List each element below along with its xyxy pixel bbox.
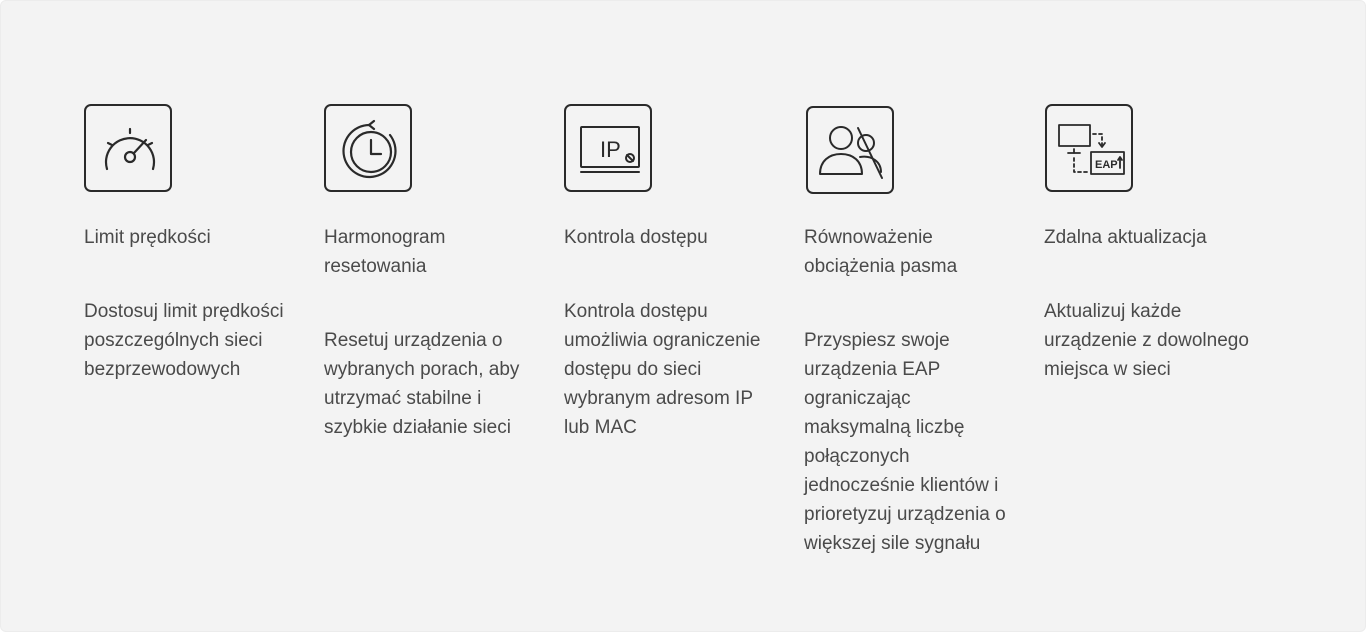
feature-description: Dostosuj limit prędkości poszczególnych sieci bezprzewodowych <box>84 301 284 380</box>
feature-title: Równoważenie obciążenia pasma <box>804 227 958 277</box>
users-load-balance-icon <box>806 106 894 194</box>
eap-label: EAP <box>1095 159 1118 171</box>
feature-title: Kontrola dostępu <box>564 227 708 248</box>
feature-description: Kontrola dostępu umożliwia ograniczenie dostępu do sieci wybranym adresom IP lub MAC <box>564 301 761 438</box>
ip-access-control-icon <box>564 104 652 192</box>
feature-title: Limit prędkości <box>84 227 211 248</box>
feature-title: Zdalna aktualizacja <box>1044 227 1207 248</box>
ip-label: IP <box>600 137 621 162</box>
clock-reset-icon <box>324 104 412 192</box>
remote-update-icon <box>1045 104 1133 192</box>
feature-description: Resetuj urządzenia o wybranych porach, aby utrzymać stabilne i szybkie działanie sieci <box>324 330 520 438</box>
feature-title: Harmonogram resetowania <box>324 227 446 277</box>
feature-description: Aktualizuj każde urządzenie z dowolnego miejsca w sieci <box>1044 301 1249 380</box>
speedometer-icon <box>84 104 172 192</box>
feature-description: Przyspiesz swoje urządzenia EAP ograniczając maksymalną liczbę połączonych jednocześnie klientów i prioretyzuj urządzenia o większej sile sygnału <box>804 330 1006 554</box>
